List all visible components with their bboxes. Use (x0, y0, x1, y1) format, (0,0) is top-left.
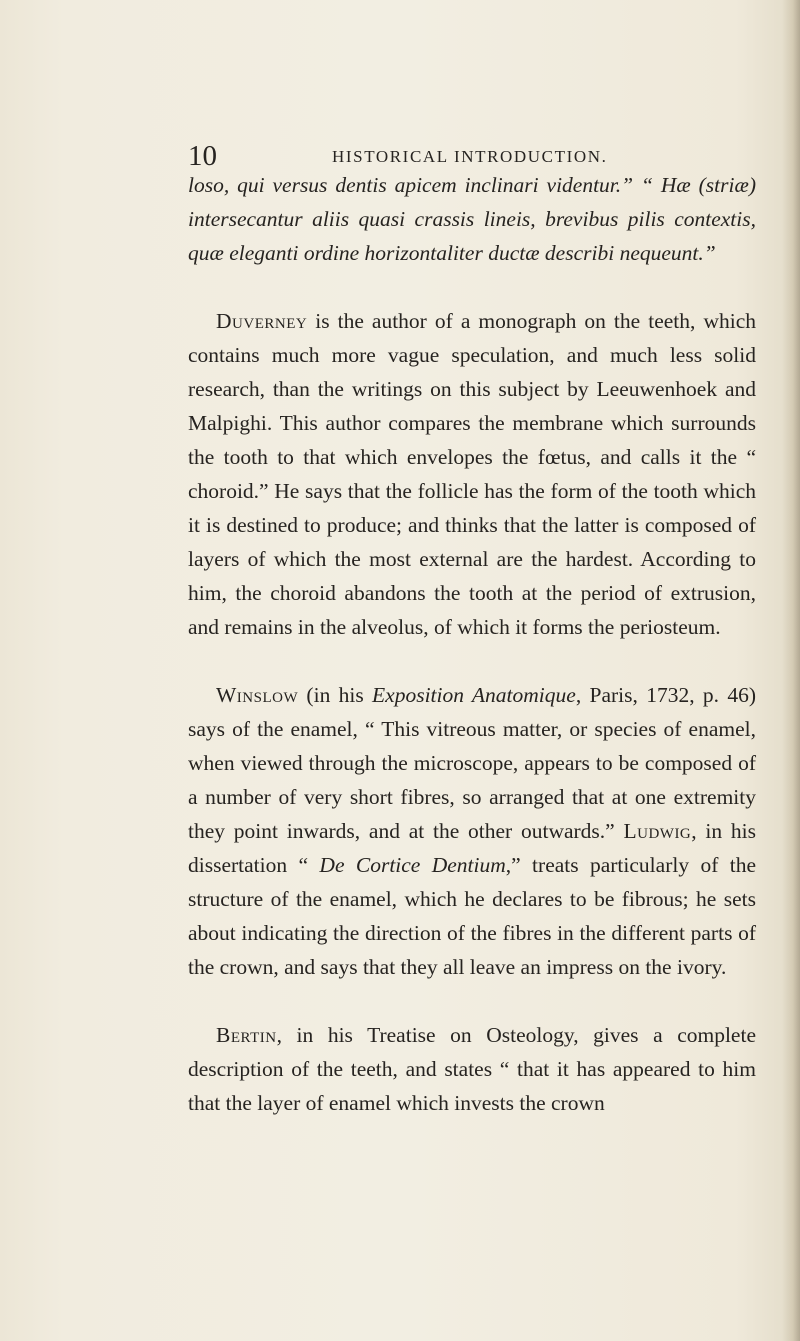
paragraph-bertin (188, 1018, 756, 1120)
paragraph-winslow-text-a: (in his (298, 683, 373, 707)
paragraph-winslow (188, 678, 756, 984)
paragraph-winslow-text-b: , Paris, 1732, p. 46) says of the enamel, “ This vitreous matter, or species of enamel, when viewed through the microscope, appears to be composed of a number of very short fibres, so arranged that at one extremity they point inwards, and at the other outwards.” (188, 683, 756, 843)
paragraph-winslow-text-d: ,” treats particularly of the structure of the enamel, which he declares to be fibrous; he sets about indicating the direction of the fibres in the different parts of the crown, and says that they all leave an impress on the ivory. (188, 853, 756, 979)
author-name-winslow: Winslow (216, 683, 299, 707)
author-name-duverney: Duverney (216, 309, 308, 333)
paragraph-latin-quote: loso, qui versus dentis apicem inclinari videntur.” “ Hæ (striæ) intersecantur aliis quasi crassis lineis, brevibus pilis contextis, quæ eleganti ordine horizontaliter ductæ describi nequeunt.” (188, 173, 756, 265)
body-text (188, 168, 756, 1120)
page-edge-shadow (782, 0, 800, 1341)
paragraph-duverney-text: is the author of a monograph on the teeth, which contains much more vague speculation, and much less solid research, than the writings on this subject by Leeuwenhoek and Malpighi. This author compares the membrane which surrounds the tooth to that which envelopes the fœtus, and calls it the “ choroid.” He says that the follicle has the form of the tooth which it is destined to produce; and thinks that the latter is composed of layers of which the most external are the hardest. According to him, the choroid abandons the tooth at the period of extrusion, and remains in the alveolus, of which it forms the periosteum. (188, 309, 756, 639)
page-number: 10 (188, 140, 217, 172)
paragraph-winslow-text-c: , in his dissertation “ (188, 819, 756, 877)
paragraph-duverney (188, 304, 756, 644)
running-head: HISTORICAL INTRODUCTION. (332, 147, 608, 166)
paragraph-bertin-text: , in his Treatise on Osteology, gives a complete description of the teeth, and states “ that it has appeared to him that the layer of enamel which invests the crown (188, 1023, 756, 1115)
work-title-exposition: Exposition Anatomique (372, 683, 576, 707)
author-name-ludwig: Ludwig (623, 819, 692, 843)
author-name-bertin: Bertin (216, 1023, 277, 1047)
work-title-de-cortice: De Cortice Dentium (319, 853, 506, 877)
